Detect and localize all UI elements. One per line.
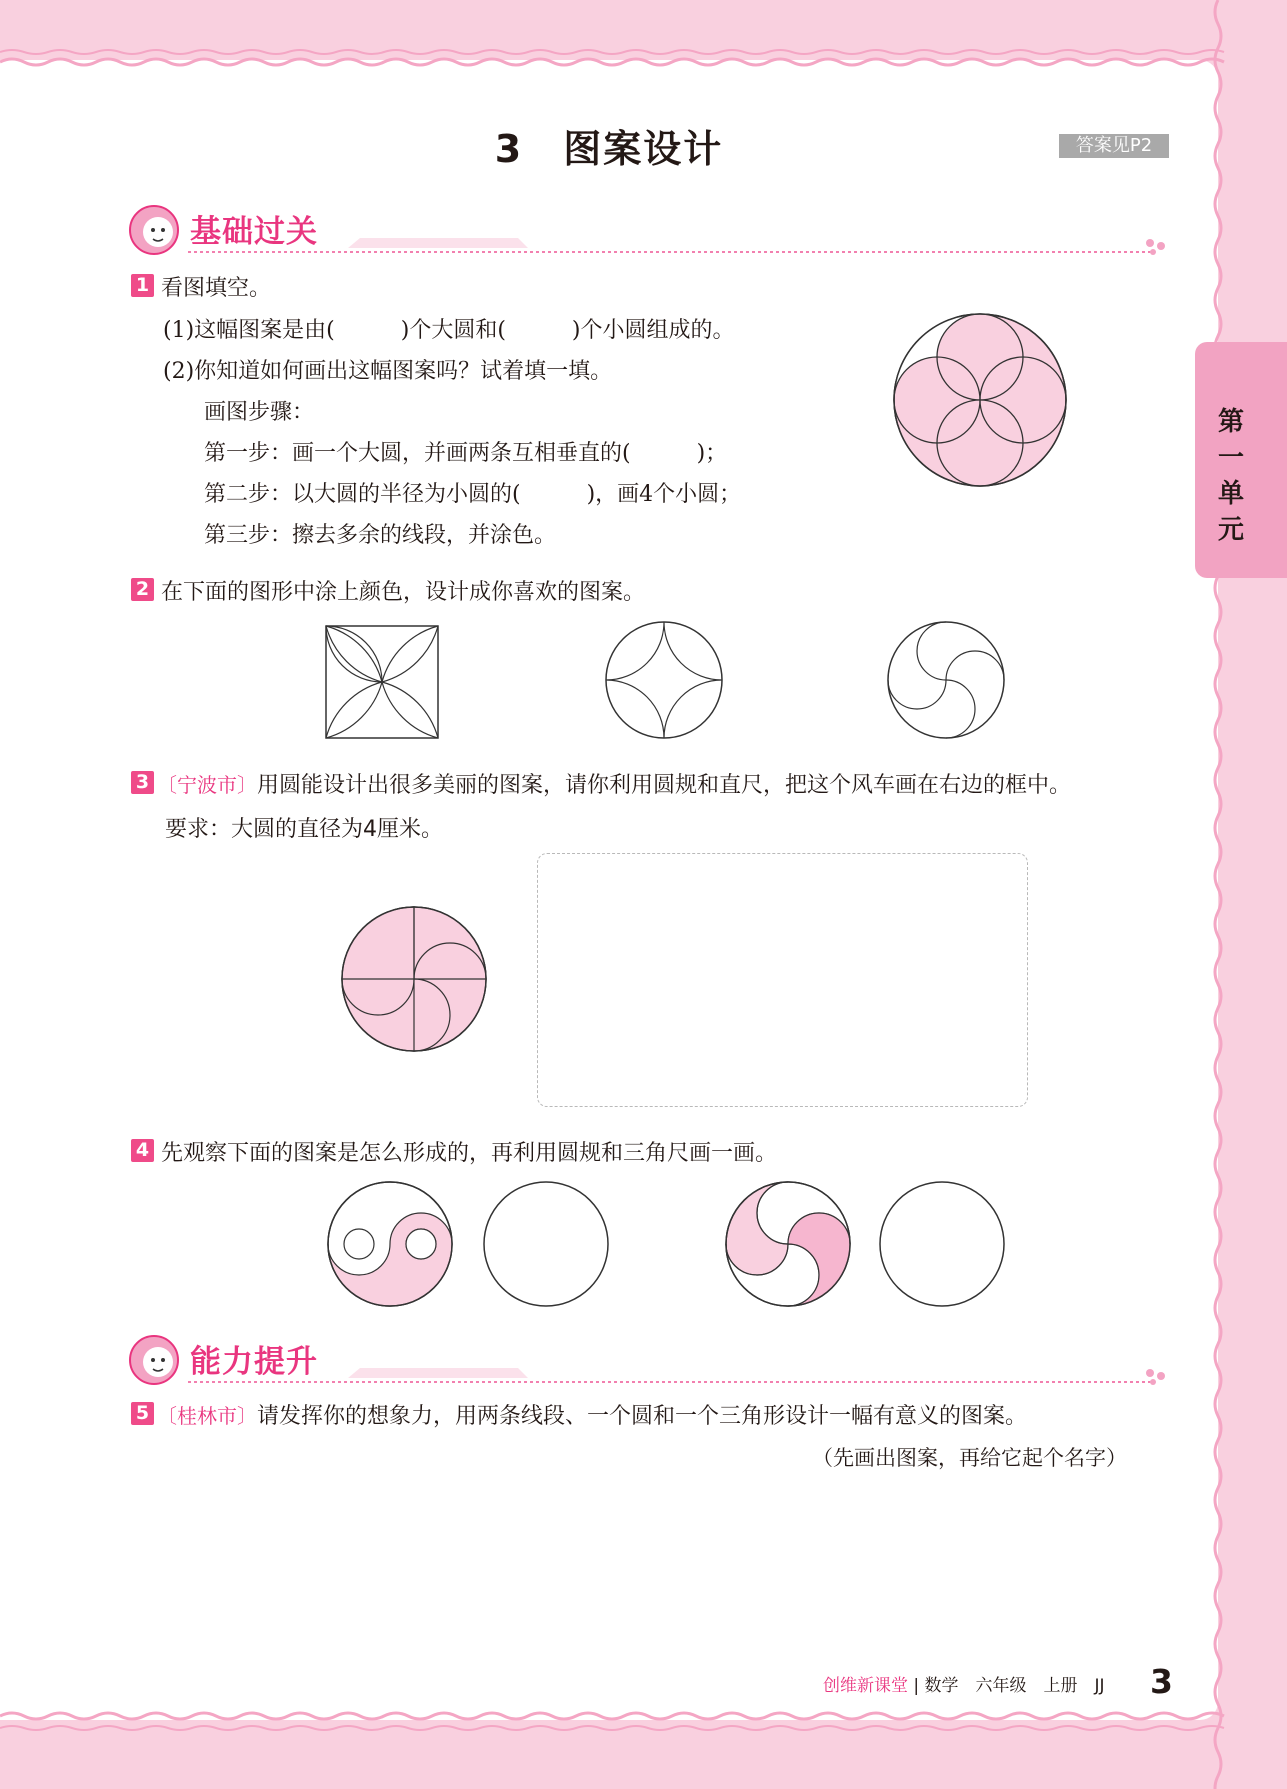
footer-separator: | [913,1676,920,1696]
q3-drawing-frame[interactable] [537,853,1028,1107]
q2-prompt: 在下面的图形中涂上颜色，设计成你喜欢的图案。 [161,580,646,605]
q3-pinwheel-example [340,905,488,1053]
q2-windmill-pattern [886,620,1006,740]
section-header-advanced [128,1332,1178,1386]
q4-taiji-pattern [326,1180,454,1308]
q2-square-petal-pattern [325,625,439,739]
q4-prompt: 先观察下面的图案是怎么形成的，再利用圆规和三角尺画一画。 [161,1141,778,1166]
q5-region: 〔桂林市〕 [157,1404,257,1428]
q3-requirement: 要求：大圆的直径为4厘米。 [165,817,443,842]
section-title: 基础过关 [190,214,318,250]
section-title: 能力提升 [190,1344,318,1380]
unit-label: 第一单元 [1217,407,1244,545]
q4-empty-circle-2[interactable] [878,1180,1006,1308]
q1-step3: 第三步：擦去多余的线段，并涂色。 [204,523,557,548]
q1-four-circle-pattern [892,312,1068,488]
question-number-1: 1 [131,274,154,297]
q5-prompt: 请发挥你的想象力，用两条线段、一个圆和一个三角形设计一幅有意义的图案。 [257,1404,1028,1429]
q1-steps-title: 画图步骤： [204,400,315,425]
footer-brand: 创维新课堂 [823,1676,908,1696]
q5-note: （先画出图案，再给它起个名字） [812,1446,1127,1470]
page-number: 3 [1150,1662,1173,1701]
q3-text [157,768,1071,799]
right-wave-border [1196,0,1236,1789]
q1-prompt: 看图填空。 [161,276,272,301]
q1-line1: (1)这幅图案是由( )个大圆和( )个小圆组成的。 [163,318,735,343]
q2-circle-star-pattern [604,620,724,740]
answer-reference: 答案见P2 [1059,134,1169,158]
page-title: 3 图案设计 [494,127,724,171]
q3-region: 〔宁波市〕 [157,773,257,797]
question-number-5: 5 [131,1402,154,1425]
q1-line2: (2)你知道如何画出这幅图案吗？试着填一填。 [163,359,613,384]
q5-text [157,1399,1027,1430]
bottom-wave-border [0,1700,1218,1740]
footer [823,1671,1105,1696]
question-number-3: 3 [131,771,154,794]
q4-empty-circle-1[interactable] [482,1180,610,1308]
section-underline [128,1332,1178,1388]
q1-step1: 第一步：画一个大圆，并画两条互相垂直的( )； [204,441,728,466]
q1-step2: 第二步：以大圆的半径为小圆的( )，画4个小圆； [204,482,742,507]
q4-swirl-pattern [724,1180,852,1308]
top-wave-border [0,40,1218,80]
question-number-2: 2 [131,578,154,601]
question-number-4: 4 [131,1139,154,1162]
unit-side-tab [1195,342,1287,578]
q3-prompt: 用圆能设计出很多美丽的图案，请你利用圆规和直尺，把这个风车画在右边的框中。 [257,773,1072,798]
footer-book-info: 数学 六年级 上册 JJ [924,1676,1105,1696]
section-header-basic [128,202,1178,256]
section-underline [128,202,1178,258]
